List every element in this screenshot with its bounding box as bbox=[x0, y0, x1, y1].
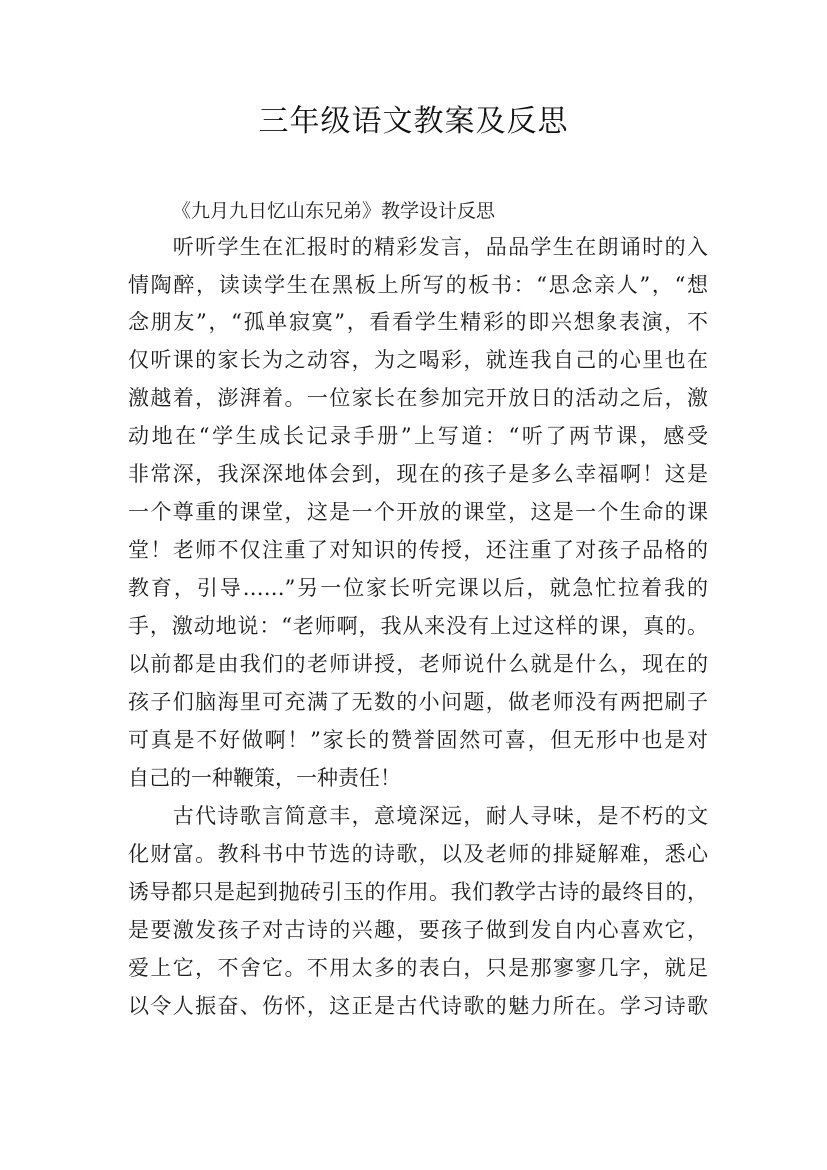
body-line: 听听学生在汇报时的精彩发言，品品学生在朗诵时的入 bbox=[128, 235, 708, 259]
body-line: 念朋友”，“孤单寂寞”，看看学生精彩的即兴想象表演，不 bbox=[128, 310, 708, 334]
body-line: 堂！老师不仅注重了对知识的传授，还注重了对孩子品格的 bbox=[128, 538, 708, 562]
body-line: 手，激动地说：“老师啊，我从来没有上过这样的课，真的。 bbox=[128, 614, 708, 638]
document-title: 三年级语文教案及反思 bbox=[258, 104, 569, 139]
body-line: 非常深，我深深地体会到，现在的孩子是多么幸福啊！这是 bbox=[128, 462, 708, 486]
body-line: 可真是不好做啊！”家长的赞誉固然可喜，但无形中也是对 bbox=[128, 728, 708, 752]
body-line: 爱上它，不舍它。不用太多的表白，只是那寥寥几字，就足 bbox=[128, 956, 708, 980]
body-line: 一个尊重的课堂，这是一个开放的课堂，这是一个生命的课 bbox=[128, 500, 708, 524]
body-line: 自己的一种鞭策，一种责任！ bbox=[128, 766, 401, 790]
body-line: 孩子们脑海里可充满了无数的小问题，做老师没有两把刷子 bbox=[128, 690, 708, 714]
body-line: 激越着，澎湃着。一位家长在参加完开放日的活动之后，激 bbox=[128, 386, 708, 410]
body-line: 化财富。教科书中节选的诗歌，以及老师的排疑解难，悉心 bbox=[128, 842, 708, 866]
body-line: 是要激发孩子对古诗的兴趣，要孩子做到发自内心喜欢它， bbox=[128, 918, 708, 942]
body-line: 以令人振奋、伤怀，这正是古代诗歌的魅力所在。学习诗歌 bbox=[128, 994, 708, 1018]
body-line: 动地在“学生成长记录手册”上写道：“听了两节课，感受 bbox=[128, 424, 708, 448]
body-line: 诱导都只是起到抛砖引玉的作用。我们教学古诗的最终目的， bbox=[128, 880, 708, 904]
body-line: 古代诗歌言简意丰，意境深远，耐人寻味，是不朽的文 bbox=[128, 804, 708, 828]
body-line: 教育，引导……”另一位家长听完课以后，就急忙拉着我的 bbox=[128, 576, 708, 600]
body-line: 仅听课的家长为之动容，为之喝彩，就连我自己的心里也在 bbox=[128, 348, 708, 372]
body-line: 以前都是由我们的老师讲授，老师说什么就是什么，现在的 bbox=[128, 652, 708, 676]
document-subtitle: 《九月九日忆山东兄弟》教学设计反思 bbox=[172, 200, 496, 222]
body-line: 情陶醉，读读学生在黑板上所写的板书：“思念亲人”，“想 bbox=[128, 273, 708, 297]
